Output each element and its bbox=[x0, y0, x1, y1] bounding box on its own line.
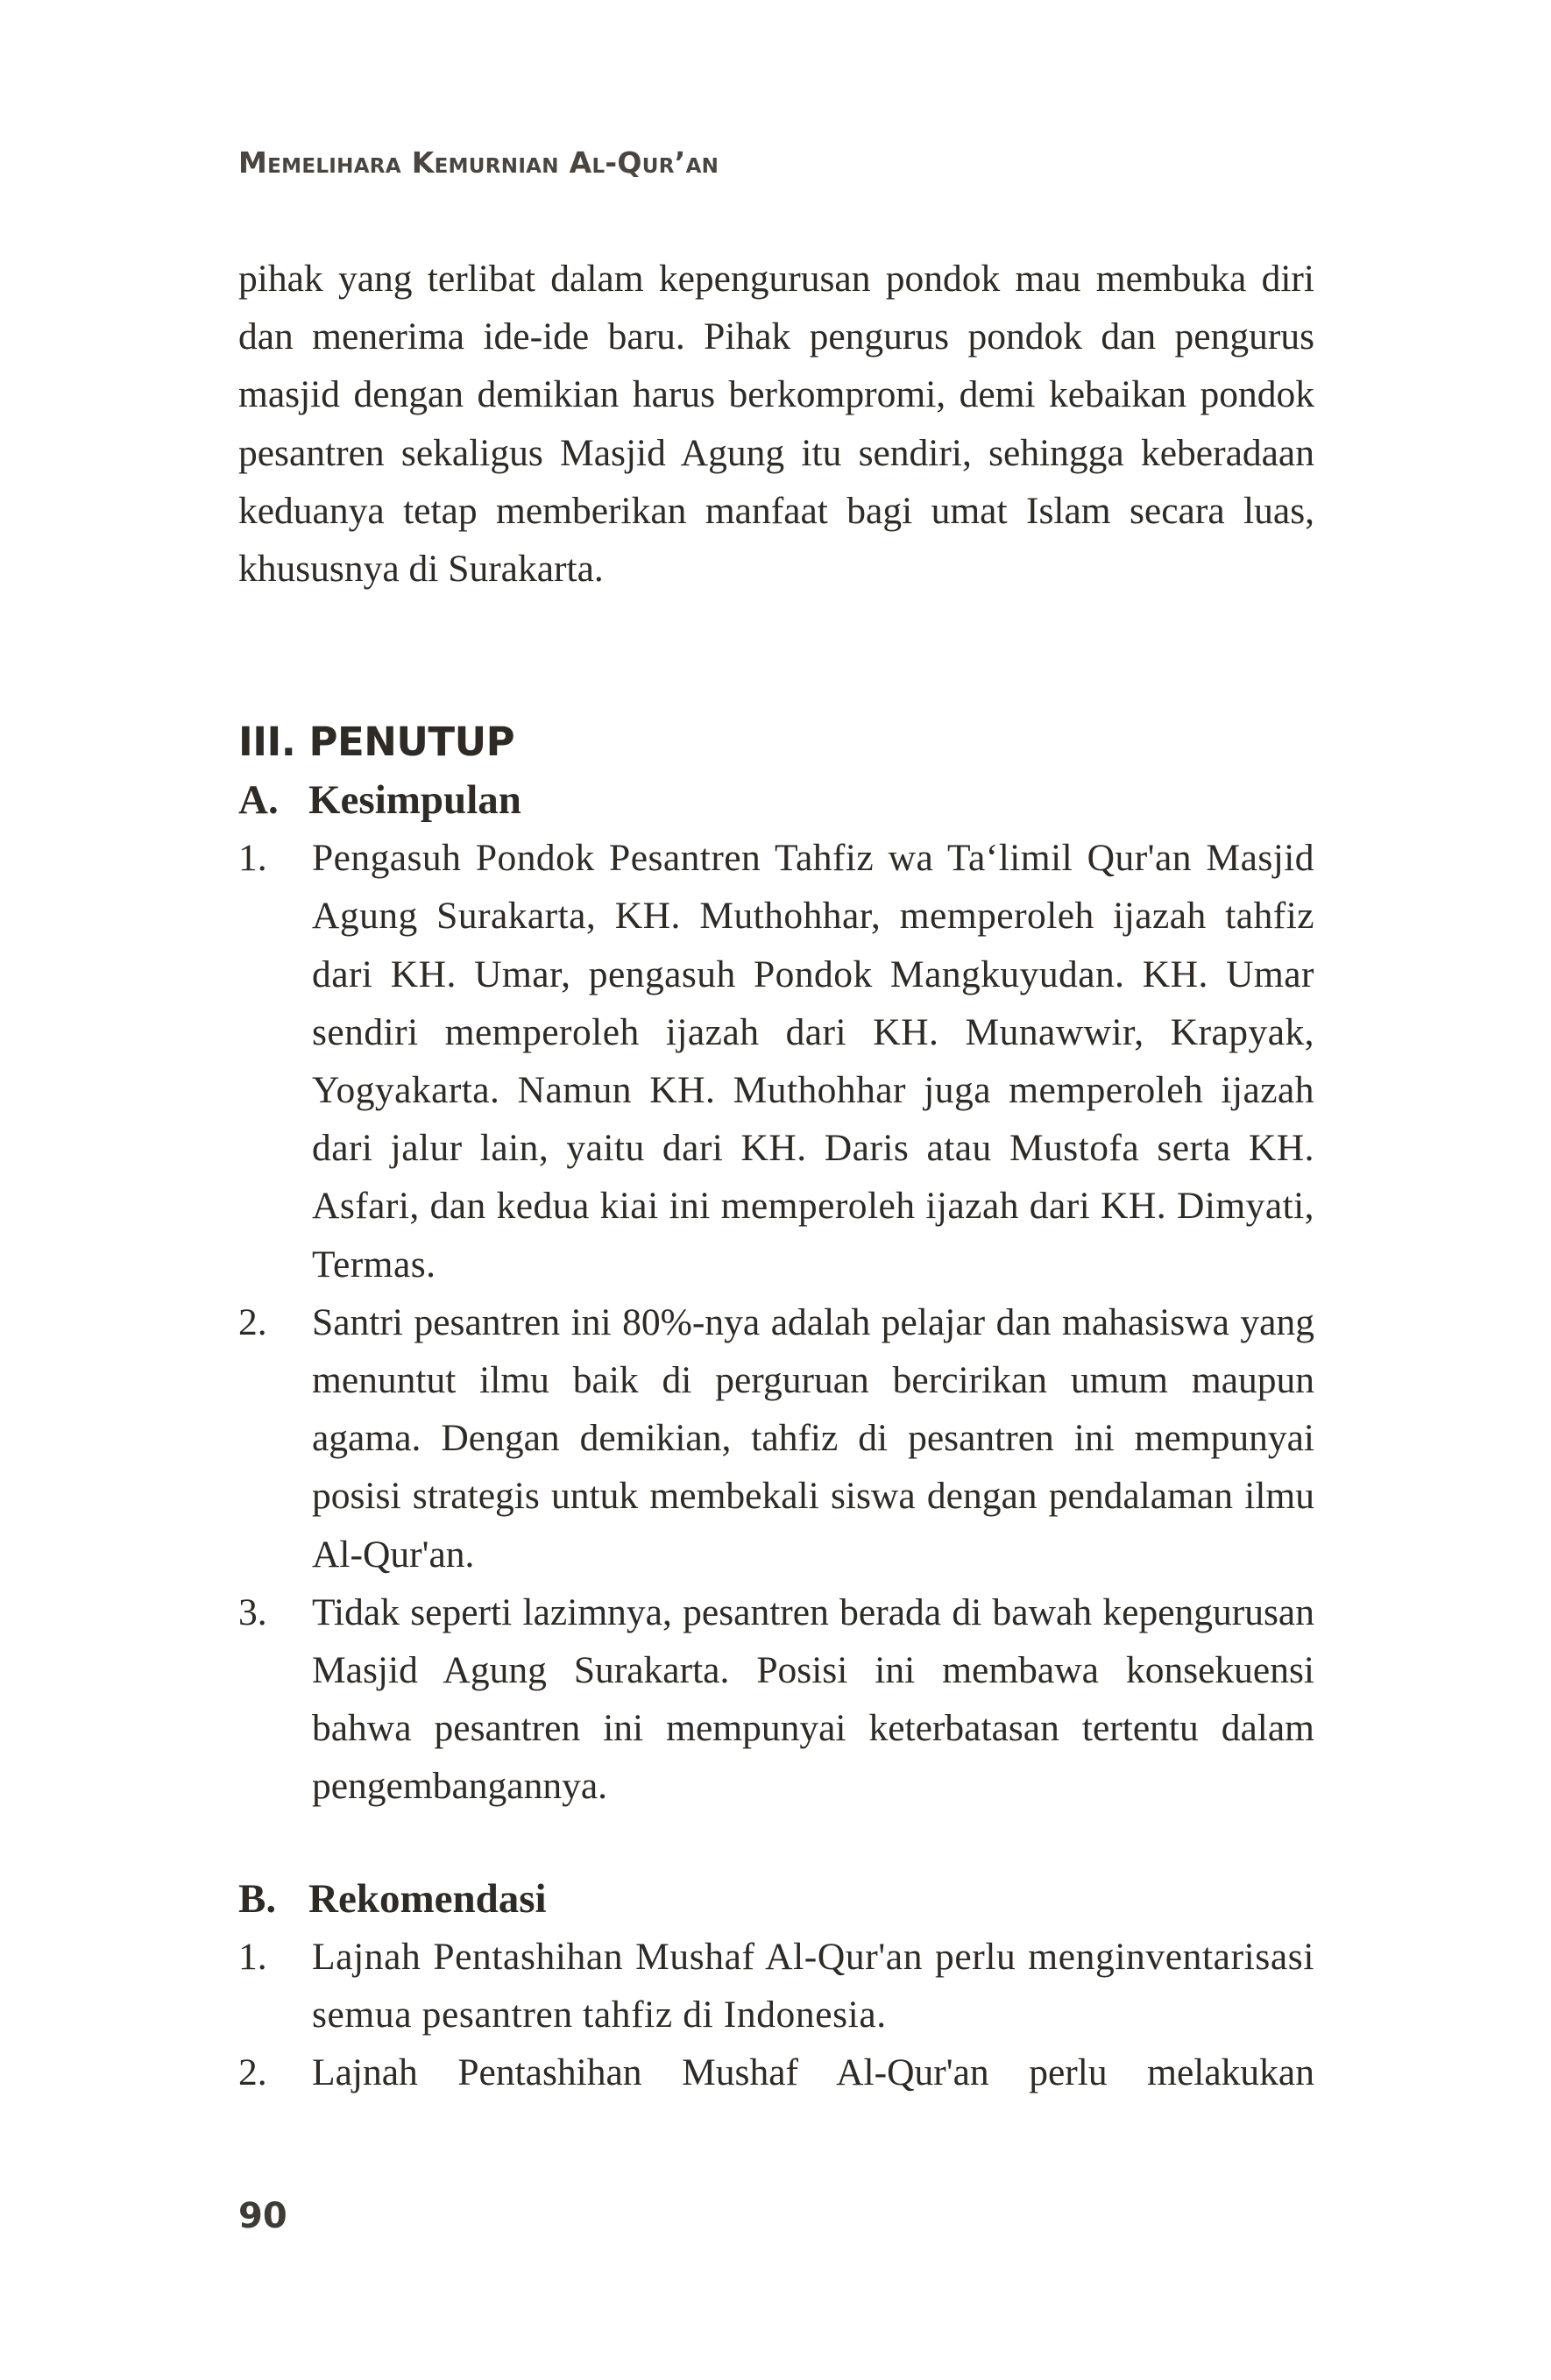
rekomendasi-title: Rekomendasi bbox=[308, 1875, 547, 1922]
list-item-text: Lajnah Pentashihan Mushaf Al-Qur'an perlu menginventarisasi semua pesantren tahfiz di Indonesia. bbox=[312, 1935, 1314, 2036]
rekomendasi-heading bbox=[238, 1870, 1314, 1928]
list-item bbox=[238, 1928, 1314, 2044]
list-item-number: 2. bbox=[238, 1300, 267, 1343]
list-item-number: 1. bbox=[238, 1935, 267, 1978]
running-header: Memelihara Kemurnian Al-Qur’an bbox=[238, 145, 719, 180]
list-item-text: Santri pesantren ini 80%-nya adalah pelajar dan mahasiswa yang menuntut ilmu baik di perguruan bercirikan umum maupun agama. Dengan demikian, tahfiz di pesantren ini mempunyai posisi strategis untuk membekali siswa dengan pendalaman ilmu Al-Qur'an. bbox=[312, 1300, 1314, 1576]
list-item bbox=[238, 2044, 1314, 2101]
kesimpulan-letter: A. bbox=[238, 777, 279, 824]
list-item-text: Tidak seperti lazimnya, pesantren berada di bawah kepengurusan Masjid Agung Surakarta. Posisi ini membawa konsekuensi bahwa pesantren ini mempunyai keterbatasan tertentu dalam pengembangannya. bbox=[312, 1590, 1314, 1808]
list-item-text: Lajnah Pentashihan Mushaf Al-Qur'an perlu melakukan bbox=[312, 2051, 1314, 2094]
list-item bbox=[238, 1583, 1314, 1816]
kesimpulan-heading bbox=[238, 771, 1314, 829]
kesimpulan-list bbox=[238, 829, 1314, 1815]
kesimpulan-title: Kesimpulan bbox=[308, 777, 521, 824]
list-item bbox=[238, 1293, 1314, 1583]
opening-paragraph: pihak yang terlibat dalam kepengurusan pondok mau membuka diri dan menerima ide-ide baru. Pihak pengurus pondok dan pengurus masjid dengan demikian harus berkompromi, demi kebaikan pondok pesantren sekaligus Masjid Agung itu sendiri, sehingga keberadaan keduanya tetap memberikan manfaat bagi umat Islam secara luas, khususnya di Surakarta. bbox=[238, 258, 1314, 591]
rekomendasi-list bbox=[238, 1928, 1314, 2102]
list-item-number: 2. bbox=[238, 2051, 267, 2094]
page-number: 90 bbox=[238, 2196, 287, 2236]
list-item bbox=[238, 829, 1314, 1293]
list-item-number: 1. bbox=[238, 837, 267, 880]
rekomendasi-letter: B. bbox=[238, 1875, 277, 1922]
list-item-text: Pengasuh Pondok Pesantren Tahfiz wa Ta‘limil Qur'an Masjid Agung Surakarta, KH. Muthohhar, memperoleh ijazah tahfiz dari KH. Umar, pengasuh Pondok Mangkuyudan. KH. Umar sendiri memperoleh ijazah dari KH. Munawwir, Krapyak, Yogyakarta. Namun KH. Muthohhar juga memperoleh ijazah dari jalur lain, yaitu dari KH. Daris atau Mustofa serta KH. Asfari, dan kedua kiai ini memperoleh ijazah dari KH. Dimyati, Termas. bbox=[312, 837, 1314, 1286]
section-title: III. PENUTUP bbox=[238, 719, 515, 766]
page-body bbox=[238, 250, 1314, 2101]
list-item-number: 3. bbox=[238, 1590, 267, 1633]
